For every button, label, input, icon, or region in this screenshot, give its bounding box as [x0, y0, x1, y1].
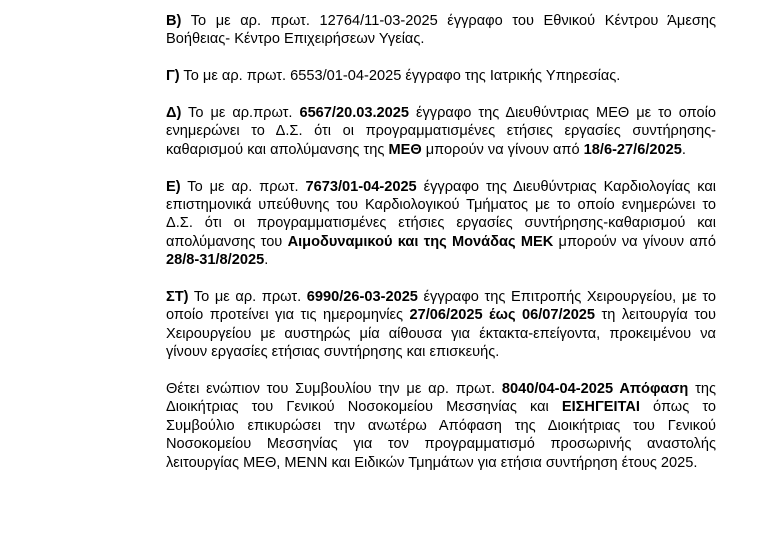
- paragraph-st-dates: 27/06/2025 έως 06/07/2025: [409, 307, 596, 324]
- paragraph-final-text-1: Θέτει ενώπιον του Συμβουλίου την με αρ. πρωτ.: [166, 381, 502, 398]
- paragraph-final-proposes: ΕΙΣΗΓΕΙΤΑΙ: [561, 399, 640, 416]
- paragraph-st-label: ΣΤ): [166, 289, 189, 306]
- paragraph-e-dates: 28/8-31/8/2025: [166, 252, 265, 269]
- paragraph-d-label: Δ): [166, 105, 182, 121]
- paragraph-g-text: Το με αρ. πρωτ. 6553/01-04-2025 έγγραφο της Ιατρικής Υπηρεσίας.: [179, 68, 621, 85]
- paragraph-final: [166, 380, 716, 472]
- paragraph-b-text: Το με αρ. πρωτ. 12764/11-03-2025 έγγραφο του Εθνικού Κέντρου Άμεσης Βοήθειας- Κέντρο Επιχειρήσεων Υγείας.: [166, 13, 716, 48]
- paragraph-final-decision: 8040/04-04-2025 Απόφαση: [501, 381, 689, 398]
- paragraph-e-protocol: 7673/01-04-2025: [305, 178, 417, 195]
- paragraph-final-text-3: όπως το Συμβούλιο επικυρώσει την ανωτέρω Απόφαση της Διοικήτριας του Γενικού Νοσοκομείου Μεσσηνίας για τον προγραμματισμό προσωρινής αναστολής λειτουργίας ΜΕΘ, ΜΕΝΝ και Ειδικών Τμημάτων για ετήσια συντήρηση έτους 2025.: [166, 399, 716, 471]
- paragraph-d-dates: 18/6-27/6/2025: [583, 141, 682, 158]
- paragraph-b-label: Β): [166, 13, 182, 29]
- paragraph-e-text-2: έγγραφο της Διευθύντριας Καρδιολογίας και επιστημονικά υπεύθυνης του Καρδιολογικού Τμήματος με το οποίο ενημερώνει το Δ.Σ. ότι οι προγραμματισμένες ετήσιες εργασίες συντήρησης-καθαρισμού και απολύμανσης του: [166, 178, 716, 250]
- document-body: [166, 12, 716, 472]
- paragraph-b: [166, 12, 716, 49]
- paragraph-e-unit: Αιμοδυναμικού και της Μονάδας ΜΕΚ: [287, 233, 554, 250]
- paragraph-st-text-3: τη λειτουργία του Χειρουργείου με αυστηρώς μία αίθουσα για έκτακτα-επείγοντα, προκειμένου να γίνουν εργασίες ετήσιας συντήρησης και επισκευής.: [166, 307, 716, 361]
- paragraph-d-unit: ΜΕΘ: [388, 141, 422, 158]
- paragraph-final-text-2: της Διοικήτριας του Γενικού Νοσοκομείου Μεσσηνίας και: [166, 381, 716, 416]
- paragraph-e-text-3: μπορούν να γίνουν από: [553, 233, 716, 250]
- paragraph-e-label: Ε): [166, 178, 181, 195]
- paragraph-d-text-3: μπορούν να γίνουν από: [421, 141, 584, 158]
- paragraph-st-text-1: Το με αρ. πρωτ.: [188, 289, 307, 306]
- paragraph-st: [166, 288, 716, 362]
- paragraph-e-text-4: .: [264, 252, 269, 269]
- paragraph-d-protocol: 6567/20.03.2025: [299, 105, 410, 121]
- paragraph-d-text-1: Το με αρ.πρωτ.: [181, 105, 300, 121]
- paragraph-d: [166, 104, 716, 159]
- paragraph-st-text-2: έγγραφο της Επιτροπής Χειρουργείου, με το οποίο προτείνει για τις ημερομηνίες: [166, 289, 716, 324]
- paragraph-e-text-1: Το με αρ. πρωτ.: [180, 178, 306, 195]
- paragraph-g-label: Γ): [166, 68, 180, 85]
- paragraph-g: [166, 67, 716, 85]
- paragraph-d-text-4: .: [681, 141, 686, 158]
- paragraph-e: [166, 178, 716, 270]
- paragraph-st-protocol: 6990/26-03-2025: [306, 289, 418, 306]
- paragraph-d-text-2: έγγραφο της Διευθύντριας ΜΕΘ με το οποίο ενημερώνει το Δ.Σ. ότι οι προγραμματισμένες ετήσιες εργασίες συντήρησης-καθαρισμού και απολύμανσης της: [166, 105, 716, 158]
